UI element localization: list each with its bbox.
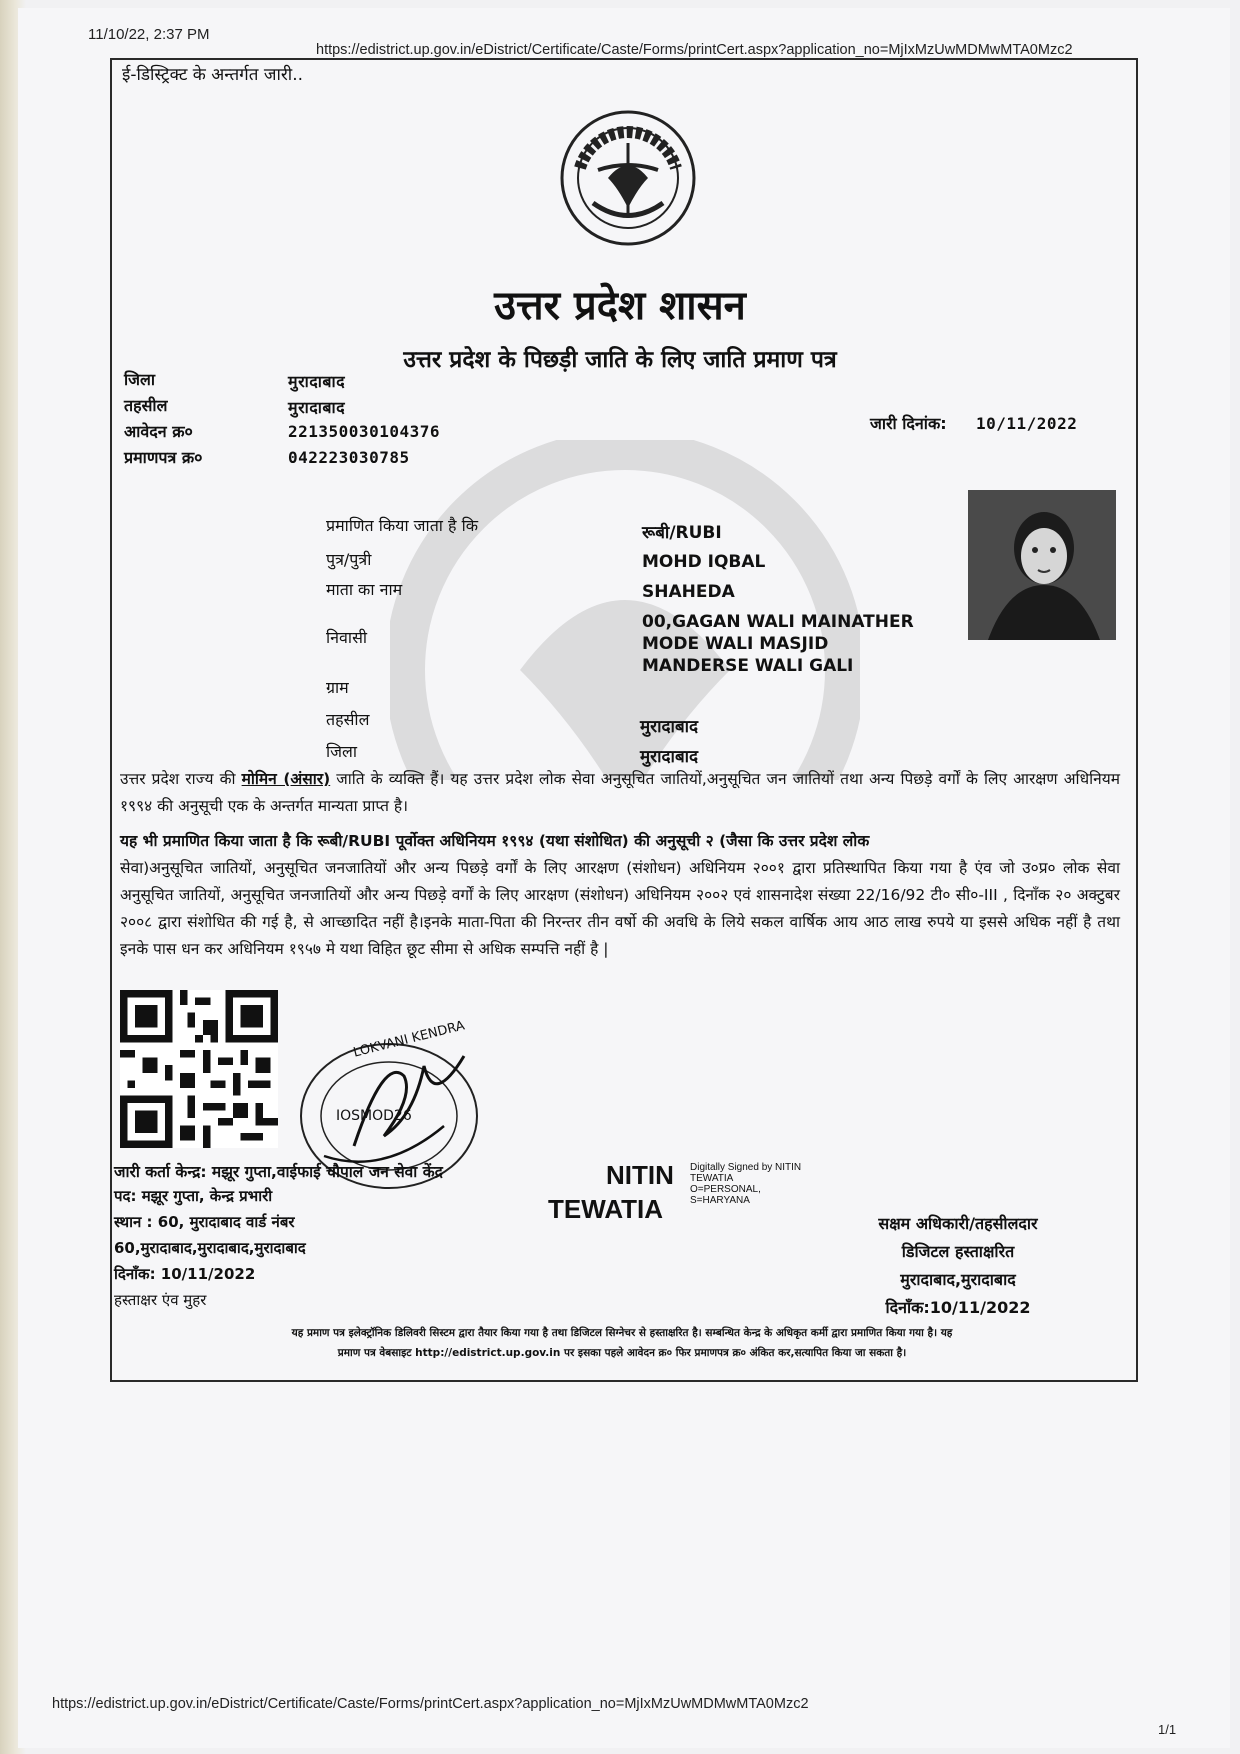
watermark-emblem bbox=[390, 440, 860, 780]
authority-digital-signed: डिजिटल हस्ताक्षरित bbox=[901, 1242, 1015, 1261]
verification-qr-code bbox=[120, 990, 278, 1148]
address-line2: MODE WALI MASJID bbox=[642, 634, 829, 654]
meta-label-tehsil: तहसील bbox=[124, 396, 168, 415]
meta-label-certificate-no: प्रमाणपत्र क्र० bbox=[124, 448, 203, 467]
certified-label: प्रमाणित किया जाता है कि bbox=[326, 516, 479, 535]
meta-value-tehsil: मुरादाबाद bbox=[288, 398, 346, 417]
digital-signature-line1: Digitally Signed by NITIN bbox=[690, 1162, 802, 1173]
digital-signature-line4: S=HARYANA bbox=[690, 1195, 750, 1206]
issuer-place-line1: स्थान : 60, मुरादाबाद वार्ड नंबर bbox=[114, 1213, 295, 1231]
meta-label-application-no: आवेदन क्र० bbox=[124, 422, 193, 441]
issuer-place-line2: 60,मुरादाबाद,मुरादाबाद,मुरादाबाद bbox=[114, 1239, 306, 1257]
caste-statement-paragraph bbox=[120, 766, 1120, 820]
tehsil-label: तहसील bbox=[326, 710, 370, 729]
address-line1: 00,GAGAN WALI MAINATHER bbox=[642, 612, 914, 632]
mother-label: माता का नाम bbox=[326, 580, 403, 599]
signature-and-seal-label: हस्ताक्षर एंव मुहर bbox=[114, 1291, 207, 1309]
parent-name: MOHD IQBAL bbox=[642, 552, 766, 572]
meta-value-certificate-no: 042223030785 bbox=[288, 448, 410, 467]
digital-signer-name-line1: NITIN bbox=[606, 1160, 674, 1190]
issued-under-text: ई-डिस्ट्रिक्ट के अन्तर्गत जारी.. bbox=[122, 65, 304, 85]
print-page-count: 1/1 bbox=[1158, 1722, 1177, 1737]
meta-label-district: जिला bbox=[124, 370, 156, 389]
digital-signature-line2: TEWATIA bbox=[690, 1173, 734, 1184]
authority-designation: सक्षम अधिकारी/तहसीलदार bbox=[878, 1214, 1038, 1233]
certificate-title: उत्तर प्रदेश शासन bbox=[494, 282, 746, 329]
parent-label: पुत्र/पुत्री bbox=[326, 550, 372, 569]
district-label: जिला bbox=[326, 742, 358, 761]
footer-note-line2: प्रमाण पत्र वेबसाइट http://edistrict.up.gov.in पर इसका पहले आवेदन क्र० फिर प्रमाणपत्र क्र० अंकित कर,सत्यापित किया जा सकता है। bbox=[337, 1347, 907, 1359]
print-url-bottom[interactable]: https://edistrict.up.gov.in/eDistrict/Certificate/Caste/Forms/printCert.aspx?application_no=MjIxMzUwMDMwMTA0Mzc2 bbox=[52, 1696, 809, 1712]
applicant-name: रूबी/RUBI bbox=[642, 523, 722, 543]
meta-value-district: मुरादाबाद bbox=[288, 372, 346, 391]
stamp-ring-text: LOKVANI KENDRA bbox=[351, 1018, 467, 1061]
stamp-center-code: IOSMOD26 bbox=[336, 1108, 412, 1124]
caste-statement-body: जाति के व्यक्ति हैं। यह उत्तर प्रदेश लोक सेवा अनुसूचित जातियों,अनुसूचित जन जातियों तथा अन्य पिछड़े वर्गों के लिए आरक्षण अधिनियम १९९४ की अनुसूची एक के अन्तर्गत मान्यता प्राप्त है। bbox=[120, 770, 1120, 815]
print-url-top[interactable]: https://edistrict.up.gov.in/eDistrict/Certificate/Caste/Forms/printCert.aspx?application_no=MjIxMzUwMDMwMTA0Mzc2 bbox=[316, 42, 1073, 58]
second-certification-heading: यह भी प्रमाणित किया जाता है कि रूबी/RUBI पूर्वोक्त अधिनियम १९९४ (यथा संशोधित) की अनुसूची २ (जैसा कि उत्तर प्रदेश लोक bbox=[120, 832, 870, 850]
meta-value-application-no: 221350030104376 bbox=[288, 422, 440, 441]
footer-note-line1: यह प्रमाण पत्र इलेक्ट्रॉनिक डिलिवरी सिस्टम द्वारा तैयार किया गया है तथा डिजिटल सिग्नेचर से हस्ताक्षरित है। सम्बन्धित केन्द्र के अधिकृत कर्मी द्वारा प्रमाणित किया गया है। यह bbox=[291, 1327, 953, 1339]
issuer-post: पद: मझूर गुप्ता, केन्द्र प्रभारी bbox=[114, 1187, 273, 1205]
authority-date: दिनाँक:10/11/2022 bbox=[885, 1298, 1031, 1317]
certificate-subtitle: उत्तर प्रदेश के पिछड़ी जाति के लिए जाति प्रमाण पत्र bbox=[403, 347, 837, 373]
digital-signature-details bbox=[690, 1162, 801, 1206]
village-label: ग्राम bbox=[326, 678, 349, 697]
tehsil-value: मुरादाबाद bbox=[640, 717, 699, 737]
applicant-photo bbox=[968, 490, 1116, 640]
issue-date-label: जारी दिनांक: bbox=[870, 414, 947, 433]
authority-location: मुरादाबाद,मुरादाबाद bbox=[900, 1270, 1016, 1289]
print-timestamp: 11/10/22, 2:37 PM bbox=[88, 26, 210, 43]
digital-signer-name-line2: TEWATIA bbox=[548, 1194, 664, 1224]
caste-statement-intro: उत्तर प्रदेश राज्य की bbox=[120, 770, 242, 788]
up-government-emblem bbox=[558, 108, 698, 248]
applicant-photo-image bbox=[968, 490, 1116, 640]
issuing-center: जारी कर्ता केन्द्र: मझूर गुप्ता,वाईफाई चौपाल जन सेवा केंद्र bbox=[114, 1163, 443, 1181]
caste-name: मोमिन (अंसार) bbox=[241, 770, 331, 788]
mother-name: SHAHEDA bbox=[642, 582, 735, 602]
creamy-layer-paragraph: सेवा)अनुसूचित जातियों, अनुसूचित जनजातियों और अन्य पिछड़े वर्गों के लिए आरक्षण (संशोधन) अधिनियम २००१ द्वारा प्रतिस्थापित किया गया है एंव जो उ०प्र० लोक सेवा अनुसूचित जातियों, अनुसूचित जनजातियों और अन्य पिछड़े वर्गों के लिए आरक्षण (संशोधन) अधिनियम २००२ एवं शासनादेश संख्या 22/16/92 टी० सी०-III , दिनाँक २० अक्टुबर २००८ द्वारा संशोधित की गई है, से आच्छादित नहीं है।इनके माता-पिता की निरन्तर तीन वर्षो की अवधि के लिये सकल वार्षिक आय आठ लाख रुपये या इससे अधिक नहीं है तथा इनके पास धन कर अधिनियम १९५७ मे यथा विहित छूट सीमा से अधिक सम्पत्ति नहीं है | bbox=[120, 859, 1120, 958]
issuer-date: दिनाँक: 10/11/2022 bbox=[114, 1265, 256, 1283]
resident-label: निवासी bbox=[326, 628, 368, 647]
address-line3: MANDERSE WALI GALI bbox=[642, 656, 854, 676]
district-value: मुरादाबाद bbox=[640, 747, 699, 767]
issue-date-value: 10/11/2022 bbox=[976, 414, 1078, 433]
digital-signature-line3: O=PERSONAL, bbox=[690, 1184, 761, 1195]
